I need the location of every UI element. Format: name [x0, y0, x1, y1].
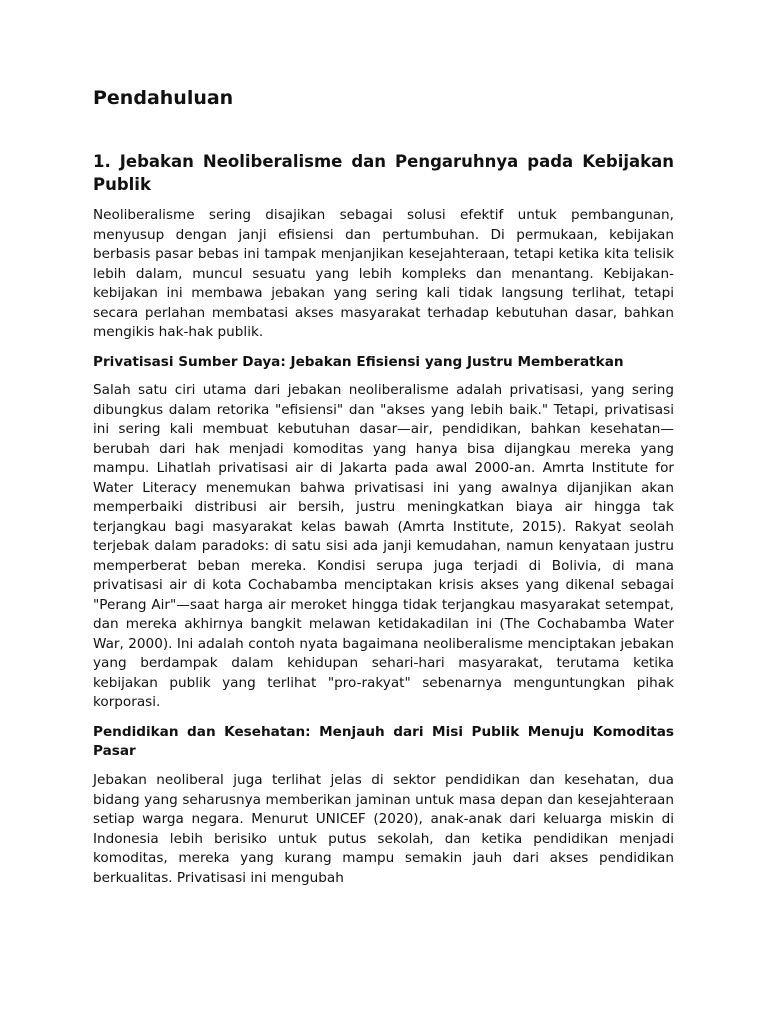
paragraph-pendidikan: Jebakan neoliberal juga terlihat jelas di sektor pendidikan dan kesehatan, dua bidang yang seharusnya memberikan jaminan untuk masa depan dan kesejahteraan setiap warga negara. Menurut UNICEF (2020), anak-anak dari keluarga miskin di Indonesia lebih berisiko untuk putus sekolah, dan ketika pendidikan menjadi komoditas, mereka yang kurang mampu semakin jauh dari akses pendidikan berkualitas. Privatisasi ini mengubah	[93, 772, 674, 886]
subsection-heading-pendidikan: Pendidikan dan Kesehatan: Menjauh dari Misi Publik Menuju Komoditas Pasar	[93, 723, 674, 760]
subsection-heading-privatisasi: Privatisasi Sumber Daya: Jebakan Efisiensi yang Justru Memberatkan	[93, 353, 624, 370]
paragraph-privatisasi: Salah satu ciri utama dari jebakan neoliberalisme adalah privatisasi, yang sering dibungkus dalam retorika "efisiensi" dan "akses yang lebih baik." Tetapi, privatisasi ini sering kali membuat kebutuhan dasar—air, pendidikan, bahkan kesehatan—berubah dari hak menjadi komoditas yang hanya bisa dijangkau mereka yang mampu. Lihatlah privatisasi air di Jakarta pada awal 2000-an. Amrta Institute for Water Literacy menemukan bahwa privatisasi ini yang awalnya dijanjikan akan memperbaiki distribusi air bersih, justru meningkatkan biaya air hingga tak terjangkau bagi masyarakat kelas bawah (Amrta Institute, 2015). Rakyat seolah terjebak dalam paradoks: di satu sisi ada janji kemudahan, namun kenyataan justru memperberat beban mereka. Kondisi serupa juga terjadi di Bolivia, di mana privatisasi air di kota Cochabamba menciptakan krisis akses yang dikenal sebagai "Perang Air"—saat harga air meroket hingga tidak terjangkau masyarakat setempat, dan mereka akhirnya bangkit melawan ketidakadilan ini (The Cochabamba Water War, 2000). Ini adalah contoh nyata bagaimana neoliberalisme menciptakan jebakan yang berdampak dalam kehidupan sehari-hari masyarakat, terutama ketika kebijakan publik yang terlihat "pro-rakyat" sebenarnya menguntungkan pihak korporasi.	[93, 382, 674, 711]
section-heading: 1. Jebakan Neoliberalisme dan Pengaruhnya pada Kebijakan Publik	[93, 152, 674, 194]
document-page	[93, 86, 674, 888]
intro-paragraph: Neoliberalisme sering disajikan sebagai solusi efektif untuk pembangunan, menyusup dengan janji efisiensi dan pertumbuhan. Di permukaan, kebijakan berbasis pasar bebas ini tampak menjanjikan kesejahteraan, tetapi ketika kita telisik lebih dalam, muncul sesuatu yang lebih kompleks dan menantang. Kebijakan-kebijakan ini membawa jebakan yang sering kali tidak langsung terlihat, tetapi secara perlahan membatasi akses masyarakat terhadap kebutuhan dasar, bahkan mengikis hak-hak publik.	[93, 207, 674, 340]
page-title: Pendahuluan	[93, 87, 234, 109]
